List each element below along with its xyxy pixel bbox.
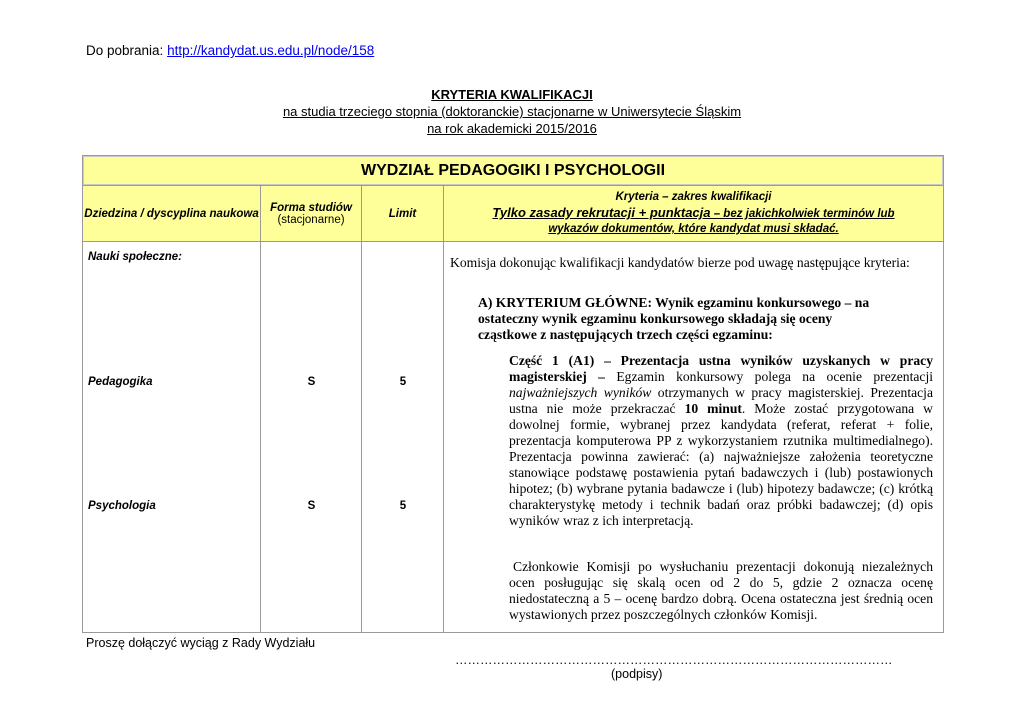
criteria-cell	[444, 242, 944, 633]
limit-cell	[362, 242, 444, 633]
discipline-cell	[83, 242, 261, 633]
header-criteria-line1: Kryteria – zakres kwalifikacji	[615, 191, 772, 203]
header-limit: Limit	[362, 186, 444, 242]
title-line-3: na rok akademicki 2015/2016	[427, 121, 597, 136]
download-line	[86, 43, 374, 58]
header-criteria-line3: wykazów dokumentów, które kandydat musi składać.	[548, 223, 839, 235]
document-title	[0, 86, 1024, 137]
header-form	[261, 186, 362, 242]
header-form-label: Forma studiów	[270, 201, 352, 214]
header-criteria-line2: Tylko zasady rekrutacji + punktacja – bez jakichkolwiek terminów lub	[492, 205, 895, 220]
field-label: Nauki społeczne:	[88, 251, 182, 263]
footer-note: Proszę dołączyć wyciąg z Rady Wydziału	[86, 636, 316, 650]
header-discipline: Dziedzina / dyscyplina naukowa	[83, 186, 261, 242]
criteria-intro: Komisja dokonując kwalifikacji kandydatów bierze pod uwagę następujące kryteria:	[450, 255, 910, 270]
criteria-table	[82, 155, 944, 633]
header-form-sub: (stacjonarne)	[277, 213, 345, 226]
form-cell	[261, 242, 362, 633]
committee-paragraph: Członkowie Komisji po wysłuchaniu prezentacji dokonują niezależnych ocen posługując się skalą ocen od 2 do 5, gdzie 2 oznacza ocenę niedostateczną a 5 – ocenę bardzo dobrą. Ocena ostateczna jest średnią ocen wystawionych przez poszczególnych członków Komisji.	[509, 559, 933, 622]
download-label: Do pobrania:	[86, 43, 164, 58]
header-criteria	[444, 186, 944, 242]
faculty-name: WYDZIAŁ PEDAGOGIKI I PSYCHOLOGII	[83, 156, 944, 186]
signature-line: ……………………………………………………………………………………………	[455, 653, 893, 667]
discipline-pedagogika: Pedagogika	[88, 376, 153, 388]
part1-paragraph: Część 1 (A1) – Prezentacja ustna wyników uzyskanych w pracy magisterskiej – Egzamin konkursowy polega na ocenie prezentacji najważniejszych wyników otrzymanych w pracy magisterskiej. Prezentacja ustna nie może przekraczać 10 minut. Może zostać przygotowana w dowolnej formie, wybranej przez kandydata (referat, referat + folie, prezentacja komputerowa PP z wykorzystaniem rzutnika multimedialnego). Prezentacja powinna zawierać: (a) najważniejsze założenia teoretyczne stanowiące podstawę postawienia pytań badawczych i (lub) postawionych hipotez; (b) wybrane pytania badawcze i (lub) hipotezy badawcze; (c) krótką charakterystykę metody i technik badań oraz próbki badawczej; (d) opis wyników wraz z ich interpretacją.	[509, 353, 934, 528]
download-link[interactable]: http://kandydat.us.edu.pl/node/158	[167, 43, 375, 58]
discipline-psychologia: Psychologia	[88, 500, 156, 512]
signature-label: (podpisy)	[611, 667, 663, 681]
form-psychologia: S	[307, 500, 316, 512]
form-pedagogika: S	[307, 376, 316, 388]
limit-pedagogika: 5	[399, 376, 407, 388]
title-line-2: na studia trzeciego stopnia (doktoranckie) stacjonarne w Uniwersytecie Śląskim	[282, 104, 742, 119]
part1-title: Część 1 (A1) – Prezentacja ustna wyników uzyskanych w pracy magisterskiej –	[509, 353, 933, 384]
main-criterion: A) KRYTERIUM GŁÓWNE: Wynik egzaminu konkursowego – na ostateczny wynik egzaminu konkursowego składają się oceny cząstkowe z następujących trzech części egzaminu:	[478, 295, 870, 342]
limit-psychologia: 5	[399, 500, 407, 512]
title-line-1: KRYTERIA KWALIFIKACJI	[431, 87, 593, 102]
